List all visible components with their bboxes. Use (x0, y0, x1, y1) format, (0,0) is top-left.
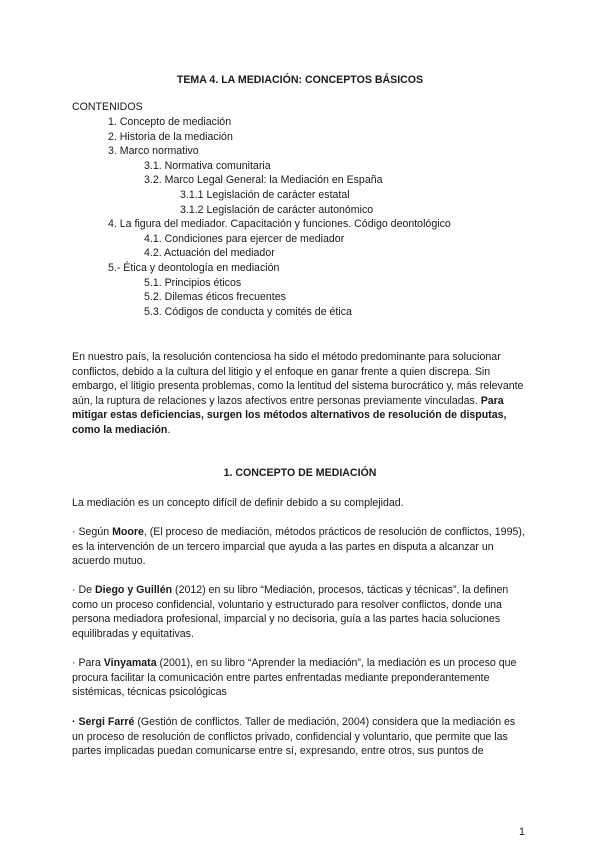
definition-intro: La mediación es un concepto difícil de definir debido a su complejidad. (72, 497, 404, 509)
toc-item: 3.1.2 Legislación de carácter autonómico (180, 203, 374, 216)
page-number: 1 (519, 826, 525, 838)
toc-item: 5.- Ética y deontología en mediación (108, 262, 280, 274)
quote-paragraph (72, 583, 528, 641)
quote-text: (Gestión de conflictos. Taller de mediación, 2004) considera que la mediación es un proceso de resolución de conflictos privado, confidencial y voluntario, que permite que las partes implicadas puedan comunicarse entre sí, expresando, entre otros, sus puntos de (72, 716, 516, 758)
toc-item: 1. Concepto de mediación (108, 116, 232, 128)
quote-author: · Sergi Farré (72, 716, 135, 728)
quote-prefix: · Según (72, 526, 113, 538)
toc-item: 4.2. Actuación del mediador (144, 247, 275, 260)
intro-text: En nuestro país, la resolución contenciosa ha sido el método predominante para solucionar conflictos, debido a la cultura del litigio y el enfoque en ganar frente a quien discrepa. Sin embargo, el litigio presenta problemas, como la lentitud del sistema burocrático y, más relevante aún, la ruptura de relaciones y lazos afectivos entre personas previamente vinculadas. (72, 351, 524, 407)
quote-author: Diego y Guillén (94, 584, 173, 596)
toc-item: 5.2. Dilemas éticos frecuentes (144, 291, 286, 304)
quote-text: (2001), en su libro “Aprender la mediación”, la mediación es un proceso que procura facilitar la comunicación entre partes enfrentadas mediante preponderantemente sistémicas, técnicas psicológicas (72, 657, 517, 699)
quote-prefix: · Para (72, 657, 104, 669)
toc-item: 5.1. Principios éticos (144, 276, 242, 289)
intro-end: . (167, 423, 171, 436)
toc-item: 3.1. Normativa comunitaria (144, 159, 271, 172)
toc-item: 5.3. Códigos de conducta y comités de ética (144, 305, 352, 318)
document-title: TEMA 4. LA MEDIACIÓN: CONCEPTOS BÁSICOS (176, 74, 424, 86)
contents-heading: CONTENIDOS (72, 101, 143, 113)
intro-paragraph (72, 350, 528, 438)
toc-item: 3.2. Marco Legal General: la Mediación en España (144, 174, 383, 187)
quote-paragraph (72, 715, 528, 759)
quote-text: (2012) en su libro “Mediación, procesos, tácticas y técnicas”, la definen como un proceso confidencial, voluntario y estructurado para resolver conflictos, donde una persona mediadora profesional, imparcial y no decisoria, guía a las partes hacia soluciones equilibradas y equitativas. (72, 584, 509, 640)
toc-item: 4.1. Condiciones para ejercer de mediador (144, 232, 345, 245)
quote-author: Vinyamata (103, 657, 157, 669)
quote-prefix: · De (72, 584, 95, 596)
quote-author: Moore (112, 526, 144, 538)
quote-paragraph (72, 525, 528, 569)
intro-bold-text: Para mitigar estas deficiencias, surgen los métodos alternativos de resolución de disputas, como la mediación (72, 394, 507, 436)
quote-paragraph (72, 656, 528, 700)
toc-item: 3.1.1 Legislación de carácter estatal (180, 189, 350, 201)
toc-item: 2. Historia de la mediación (108, 130, 233, 143)
quote-text: , (El proceso de mediación, métodos prácticos de resolución de conflictos, 1995), es la intervención de un tercero imparcial que ayuda a las partes en disputa a alcanzar un acuerdo mutuo. (72, 526, 525, 568)
toc-item: 4. La figura del mediador. Capacitación y funciones. Código deontológico (108, 218, 451, 231)
toc-item: 3. Marco normativo (108, 145, 199, 158)
section-heading: 1. CONCEPTO DE MEDIACIÓN (223, 467, 377, 479)
